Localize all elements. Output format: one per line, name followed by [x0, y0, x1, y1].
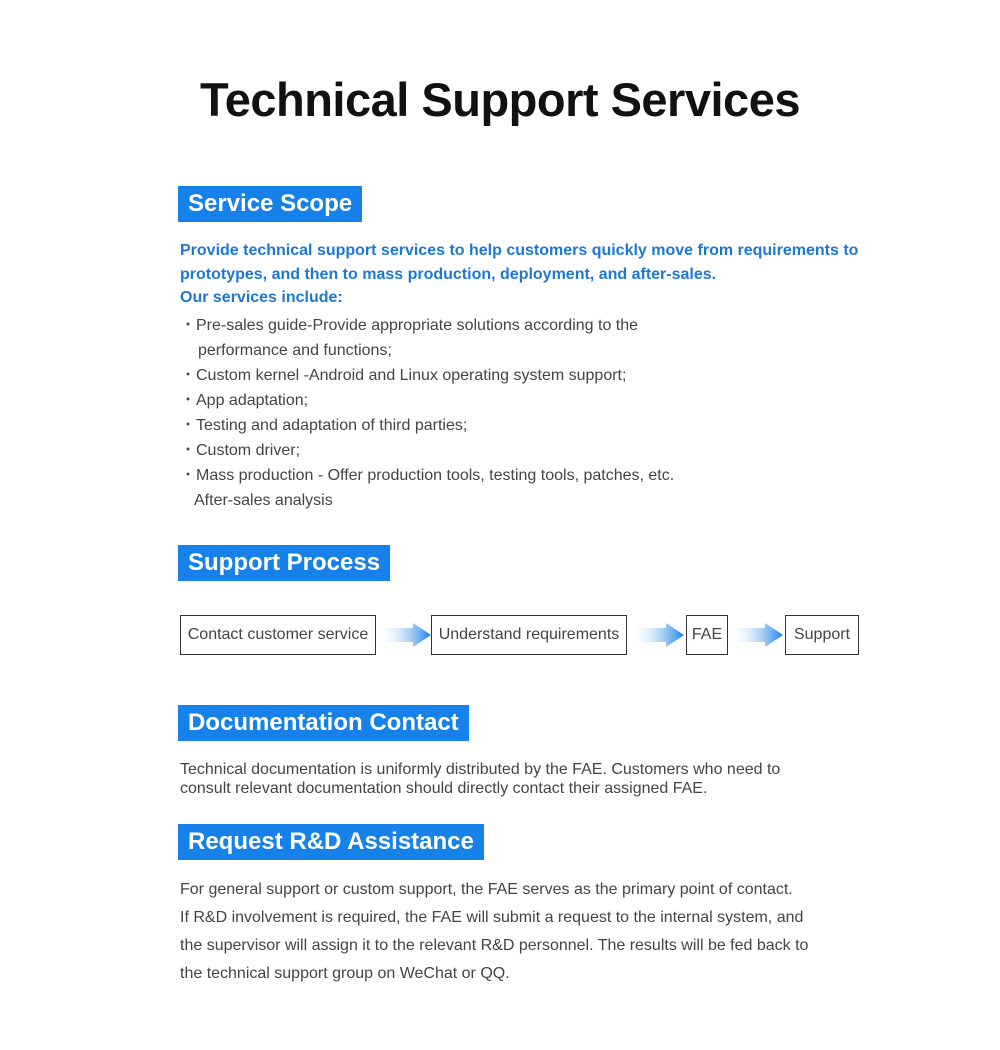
service-item-text: Custom kernel -Android and Linux operating system support;	[196, 367, 627, 384]
bullet-icon: ・	[180, 467, 197, 484]
rd-line: the supervisor will assign it to the relevant R&D personnel. The results will be fed back to	[180, 937, 809, 954]
bullet-icon: ・	[180, 442, 197, 459]
step-understand-requirements: Understand requirements	[431, 615, 627, 655]
rd-line: For general support or custom support, the FAE serves as the primary point of contact.	[180, 881, 793, 898]
arrow-right-icon	[379, 623, 431, 647]
support-process-heading: Support Process	[178, 545, 390, 581]
bullet-icon: ・	[180, 367, 197, 384]
doc-line: Technical documentation is uniformly distributed by the FAE. Customers who need to	[180, 761, 781, 778]
step-contact-customer-service: Contact customer service	[180, 615, 376, 655]
intro-line: prototypes, and then to mass production, deployment, and after-sales.	[180, 265, 717, 283]
service-item-text: Testing and adaptation of third parties;	[196, 417, 468, 434]
service-item-app-adaptation	[180, 388, 740, 413]
bullet-icon: ・	[180, 417, 197, 434]
documentation-contact-heading: Documentation Contact	[178, 705, 469, 741]
arrow-right-icon	[731, 623, 783, 647]
service-scope-heading: Service Scope	[178, 186, 362, 222]
service-item-text: performance and functions;	[198, 342, 392, 359]
bullet-icon: ・	[180, 317, 197, 334]
service-item-text: Custom driver;	[196, 442, 301, 459]
doc-line: consult relevant documentation should directly contact their assigned FAE.	[180, 780, 708, 797]
service-item-pre-sales	[180, 313, 740, 363]
intro-line: Our services include:	[180, 289, 343, 306]
service-list	[180, 313, 740, 513]
service-item-text: Pre-sales guide-Provide appropriate solutions according to the	[196, 317, 639, 334]
intro-line: Provide technical support services to help customers quickly move from requirements to	[180, 242, 859, 259]
documentation-contact-text	[180, 760, 820, 798]
rd-line: the technical support group on WeChat or QQ.	[180, 965, 510, 982]
service-scope-intro	[180, 239, 870, 310]
arrow-right-icon	[632, 623, 684, 647]
service-item-text: After-sales analysis	[194, 492, 333, 509]
step-support: Support	[785, 615, 859, 655]
service-item-custom-driver	[180, 438, 740, 463]
rd-assistance-heading: Request R&D Assistance	[178, 824, 484, 860]
bullet-icon: ・	[180, 392, 197, 409]
service-item-custom-kernel	[180, 363, 740, 388]
service-item-third-party-testing	[180, 413, 740, 438]
step-fae: FAE	[686, 615, 728, 655]
service-item-mass-production	[180, 463, 740, 513]
service-item-text: Mass production - Offer production tools, testing tools, patches, etc.	[196, 467, 675, 484]
rd-assistance-text	[180, 876, 830, 988]
page-title: Technical Support Services	[200, 73, 800, 126]
rd-line: If R&D involvement is required, the FAE will submit a request to the internal system, and	[180, 909, 804, 926]
service-item-text: App adaptation;	[196, 392, 309, 409]
